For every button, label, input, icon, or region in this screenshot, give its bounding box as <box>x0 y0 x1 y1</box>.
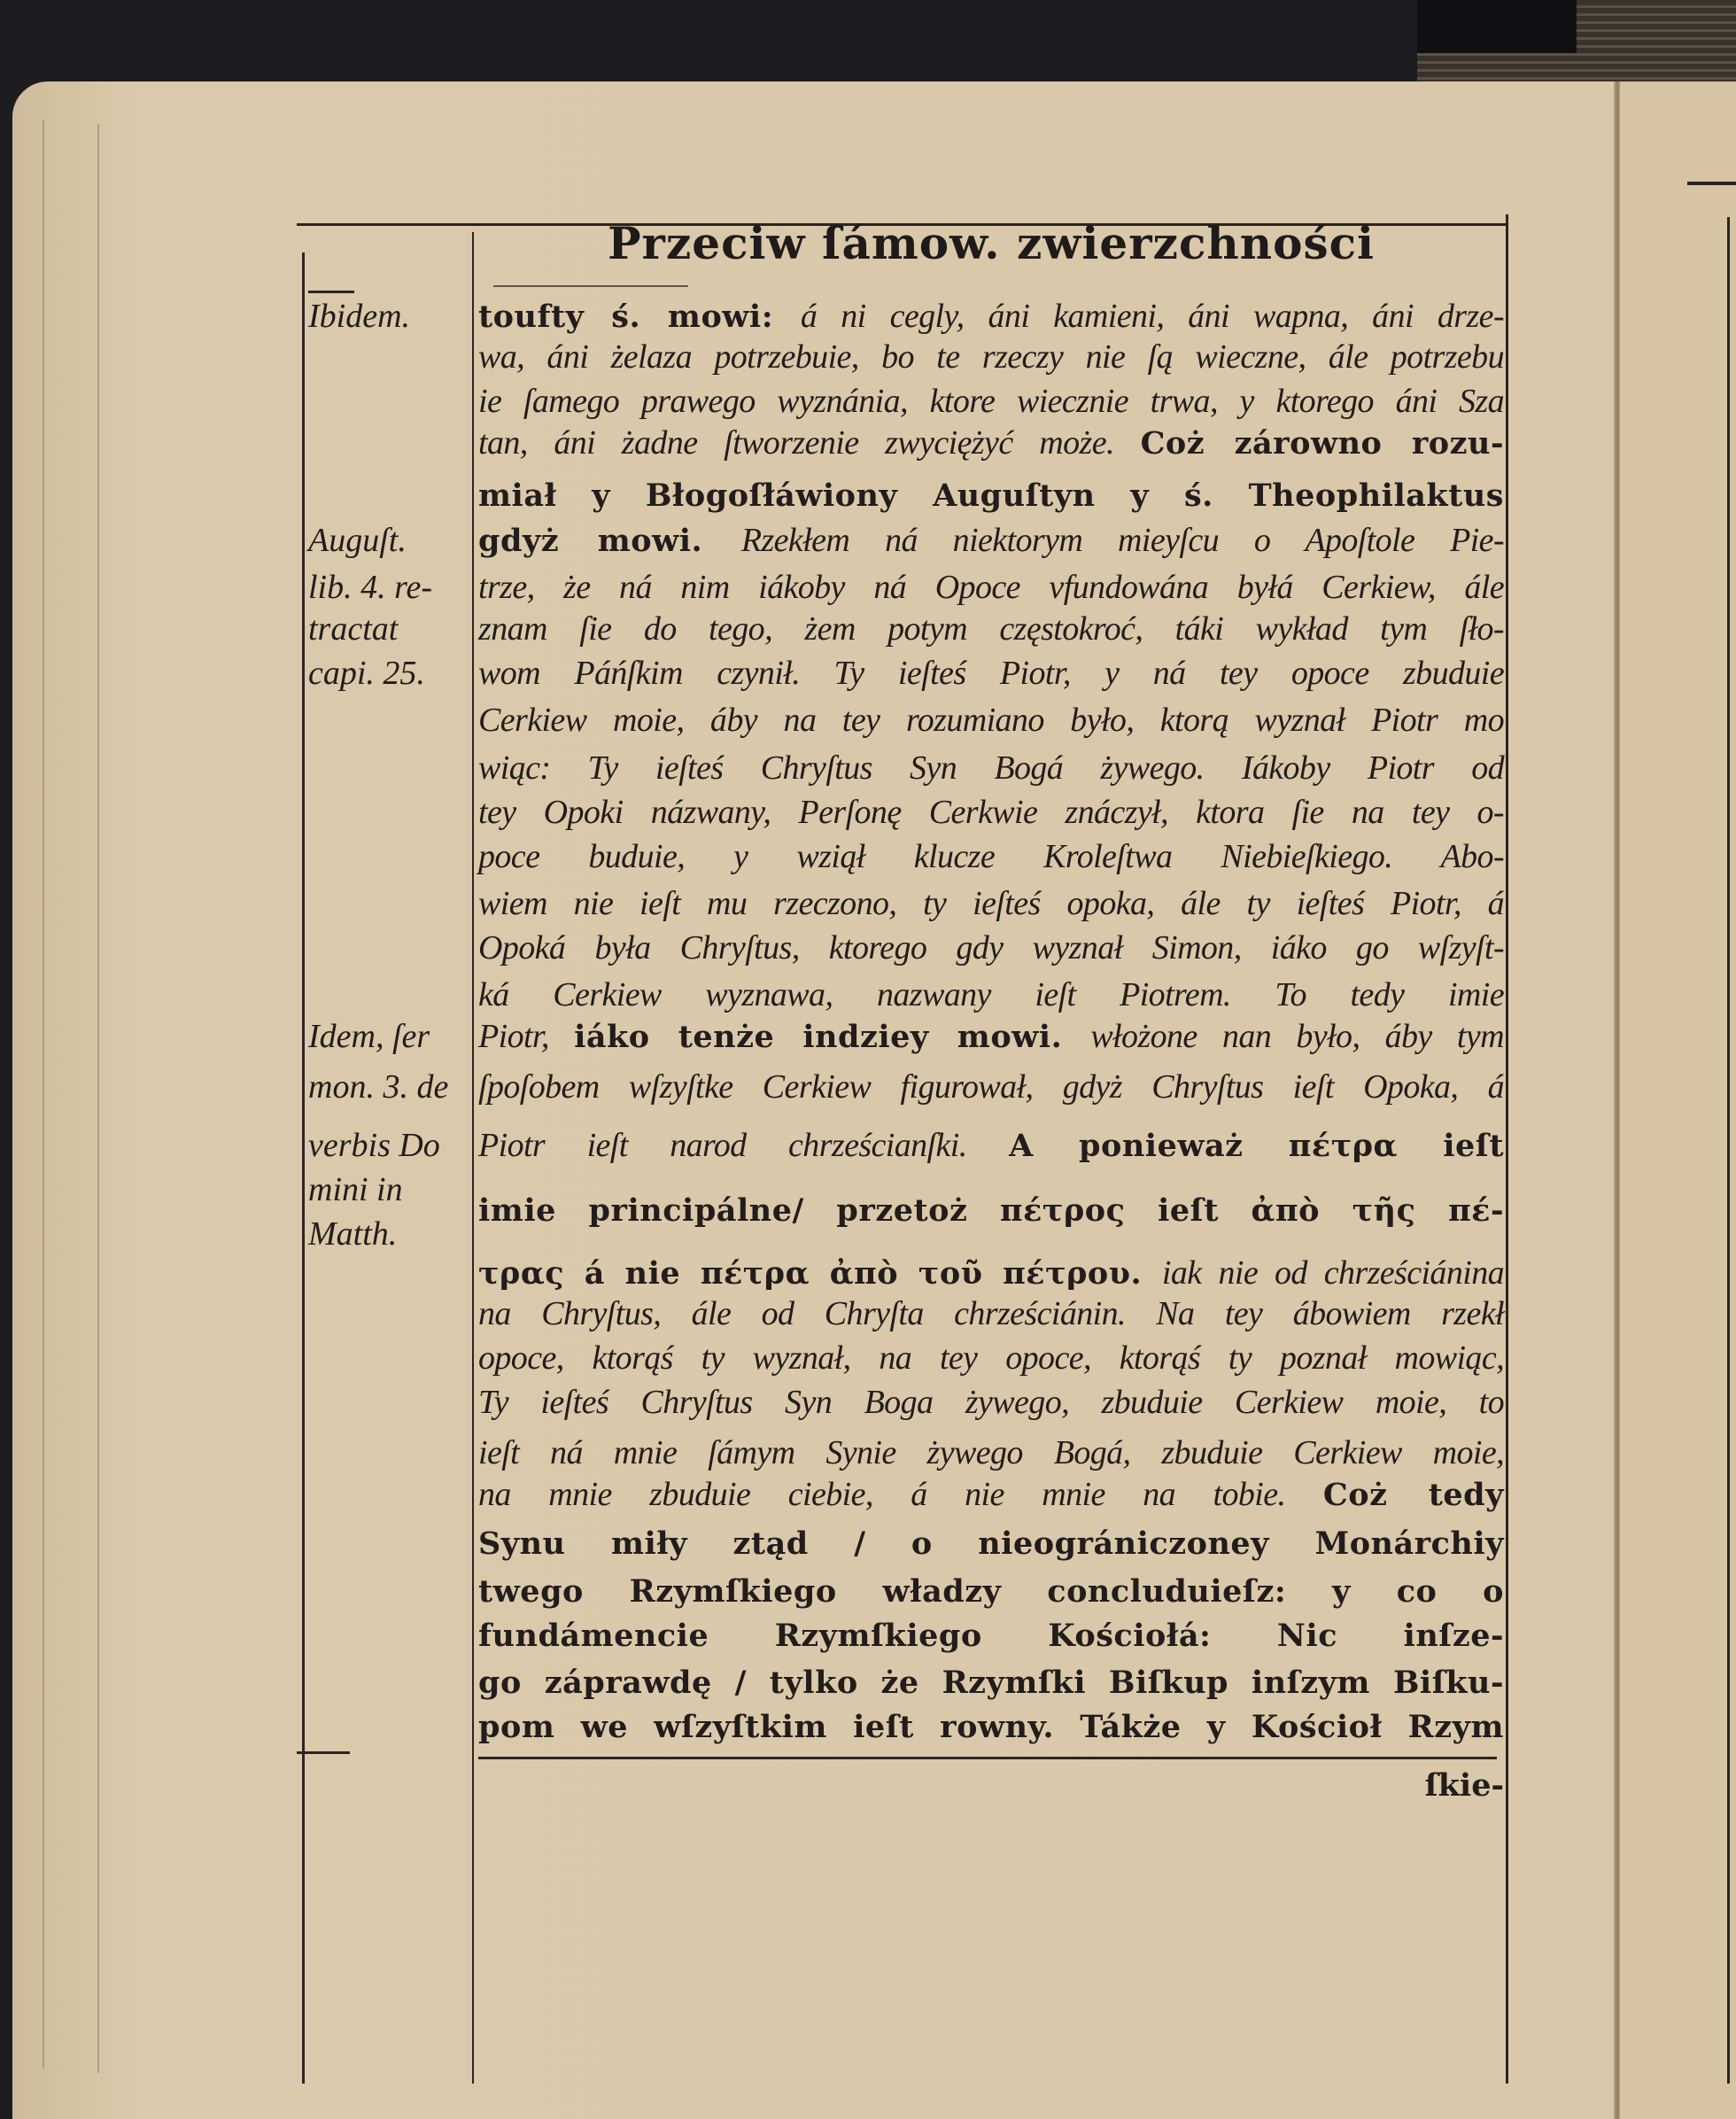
text-line <box>478 1431 1504 1475</box>
italic-text: wiąc: Ty ieſteś Chryſtus Syn Bogá żywego. Iákoby Piotr od <box>478 749 1504 787</box>
blackletter-text: iáko tenże indziey mowi. <box>574 1019 1091 1055</box>
italic-text: Rzekłem ná niektorym mieyſcu o Apoſtole Pie- <box>740 522 1504 559</box>
blackletter-text: A ponieważ πέτρα ieſt <box>1009 1128 1504 1164</box>
italic-text: tan, áni żadne ſtworzenie zwyciężyć może. <box>478 424 1141 462</box>
margin-note: mon. 3. de <box>308 1068 449 1106</box>
italic-text: Opoká była Chryſtus, ktorego gdy wyznał Simon, iáko go wſzyſt- <box>478 929 1504 966</box>
italic-text: Piotr ieſt narod chrześcianſki. <box>478 1127 1010 1164</box>
text-line <box>478 607 1504 651</box>
italic-text: na mnie zbuduie ciebie, á nie mnie na tobie. <box>478 1476 1323 1513</box>
column-divider <box>472 232 474 2084</box>
margin-note: capi. 25. <box>308 655 425 692</box>
italic-text: wiem nie ieſt mu rzeczono, ty ieſteś opoka, ále ty ieſteś Piotr, á <box>478 885 1504 922</box>
text-line <box>478 1189 1504 1233</box>
blackletter-text: miał y Błogoſłáwiony Auguſtyn y ś. Theophilaktus <box>478 477 1504 514</box>
blackletter-text: go záprawdę / tylko że Rzymſki Biſkup inſzym Biſku- <box>478 1665 1504 1701</box>
text-line <box>478 1472 1504 1517</box>
right-border <box>1506 214 1508 2084</box>
text-line <box>478 881 1504 926</box>
text-line <box>478 1380 1504 1424</box>
italic-text: poce buduie, y wziął klucze Kroleſtwa Niebieſkiego. Abo- <box>478 838 1504 875</box>
margin-note: Auguſt. <box>308 522 407 559</box>
text-line <box>478 1614 1504 1658</box>
page-fold-line <box>43 120 44 2069</box>
text-line <box>478 1336 1504 1380</box>
margin-bottom-rule <box>297 1751 350 1754</box>
italic-text: opoce, ktorąś ty wyznał, na tey opoce, ktorąś ty poznał mowiąc, <box>478 1339 1504 1377</box>
blackletter-text: τρας á nie πέτρα ἀπὸ τοῦ πέτρου. <box>478 1255 1162 1292</box>
margin-note: Ibidem. <box>308 298 411 335</box>
text-line <box>478 926 1504 970</box>
margin-rule <box>308 291 354 293</box>
catchword: ſkie- <box>1424 1767 1504 1804</box>
text-line <box>478 474 1504 518</box>
text-line <box>478 1522 1504 1566</box>
text-line <box>478 294 1504 338</box>
dark-background <box>1417 0 1577 53</box>
facing-page <box>1620 82 1736 2119</box>
text-line <box>478 518 1504 563</box>
margin-note: mini in <box>308 1171 403 1208</box>
text-line <box>478 1292 1504 1336</box>
text-line <box>478 651 1504 695</box>
text-line <box>478 1065 1504 1109</box>
text-line <box>478 973 1504 1017</box>
text-line <box>478 335 1504 379</box>
text-line <box>478 834 1504 879</box>
italic-text: trze, że ná nim iákoby ná Opoce vfundowána byłá Cerkiew, ále <box>478 569 1504 606</box>
text-line <box>478 746 1504 790</box>
text-line <box>478 1251 1504 1295</box>
blackletter-text: Coż tedy <box>1322 1477 1504 1513</box>
margin-note: Idem, ſer <box>308 1018 430 1055</box>
blackletter-text: fundámencie Rzymſkiego Kościołá: Nic inſze- <box>478 1618 1504 1654</box>
italic-text: wom Páńſkim czynił. Ty ieſteś Piotr, y ná tey opoce zbuduie <box>478 655 1504 692</box>
blackletter-text: imie principálne/ przetoż πέτρος ieſt ἀπὸ τῆς πέ- <box>478 1192 1504 1229</box>
italic-text: á ni cegly, áni kamieni, áni wapna, áni drze- <box>800 298 1504 335</box>
text-line <box>478 421 1504 465</box>
margin-note: Matth. <box>308 1215 398 1253</box>
blackletter-text: pom we wſzyſtkim ieſt rowny. Tákże y Kościoł Rzym <box>478 1709 1504 1745</box>
page-fold-line <box>97 124 99 2073</box>
italic-text: Ty ieſteś Chryſtus Syn Boga żywego, zbuduie Cerkiew moie, to <box>478 1384 1504 1421</box>
text-line <box>478 1123 1504 1168</box>
text-line <box>478 1014 1504 1059</box>
title-rule <box>493 285 688 287</box>
italic-text: Piotr, <box>478 1018 575 1055</box>
bottom-rule <box>478 1757 1497 1759</box>
blackletter-text: toufty ś. mowi: <box>478 299 801 335</box>
margin-note: verbis Do <box>308 1127 440 1164</box>
italic-text: wa, áni żelaza potrzebuie, bo te rzeczy nie ſą wieczne, ále potrzebu <box>478 338 1504 376</box>
italic-text: na Chryſtus, ále od Chryſta chrześciánin. Na tey ábowiem rzekł <box>478 1295 1504 1332</box>
italic-text: ká Cerkiew wyznawa, nazwany ieſt Piotrem. To tedy imie <box>478 976 1504 1013</box>
text-line <box>478 790 1504 834</box>
blackletter-text: gdyż mowi. <box>478 523 741 559</box>
text-line <box>478 1705 1504 1750</box>
margin-note: tractat <box>308 610 399 648</box>
facing-page-border <box>1727 217 1730 2084</box>
italic-text: ieſt ná mnie ſámym Synie żywego Bogá, zbuduie Cerkiew moie, <box>478 1434 1504 1471</box>
running-head-title: Przeciw ſámow. zwierzchności <box>607 217 1376 269</box>
margin-note: lib. 4. re- <box>308 569 433 606</box>
text-line <box>478 565 1504 609</box>
facing-page-rule <box>1687 182 1736 185</box>
text-line <box>478 379 1504 423</box>
margin-column-border <box>302 252 305 2084</box>
italic-text: iak nie od chrześciánina <box>1161 1254 1504 1292</box>
italic-text: tey Opoki názwany, Perſonę Cerkwie znáczył, ktora ſie na tey o- <box>478 794 1504 831</box>
text-line <box>478 698 1504 742</box>
italic-text: Cerkiew moie, áby na tey rozumiano było, ktorą wyznał Piotr mo <box>478 702 1504 739</box>
italic-text: znam ſie do tego, żem potym częstokroć, táki wykład tym ſło- <box>478 610 1504 648</box>
text-line <box>478 1570 1504 1614</box>
italic-text: ſpoſobem wſzyſtke Cerkiew figurował, gdyż Chryſtus ieſt Opoka, á <box>478 1068 1504 1106</box>
blackletter-text: twego Rzymſkiego władzy concluduieſz: y co o <box>478 1573 1504 1610</box>
italic-text: włożone nan było, áby tym <box>1090 1018 1504 1055</box>
italic-text: ie ſamego prawego wyznánia, ktore wiecznie trwa, y ktorego áni Sza <box>478 383 1504 420</box>
text-line <box>478 1661 1504 1705</box>
blackletter-text: Coż zárowno rozu- <box>1140 425 1504 462</box>
blackletter-text: Synu miły ztąd / o nieográniczoney Monárchiy <box>478 1525 1504 1562</box>
